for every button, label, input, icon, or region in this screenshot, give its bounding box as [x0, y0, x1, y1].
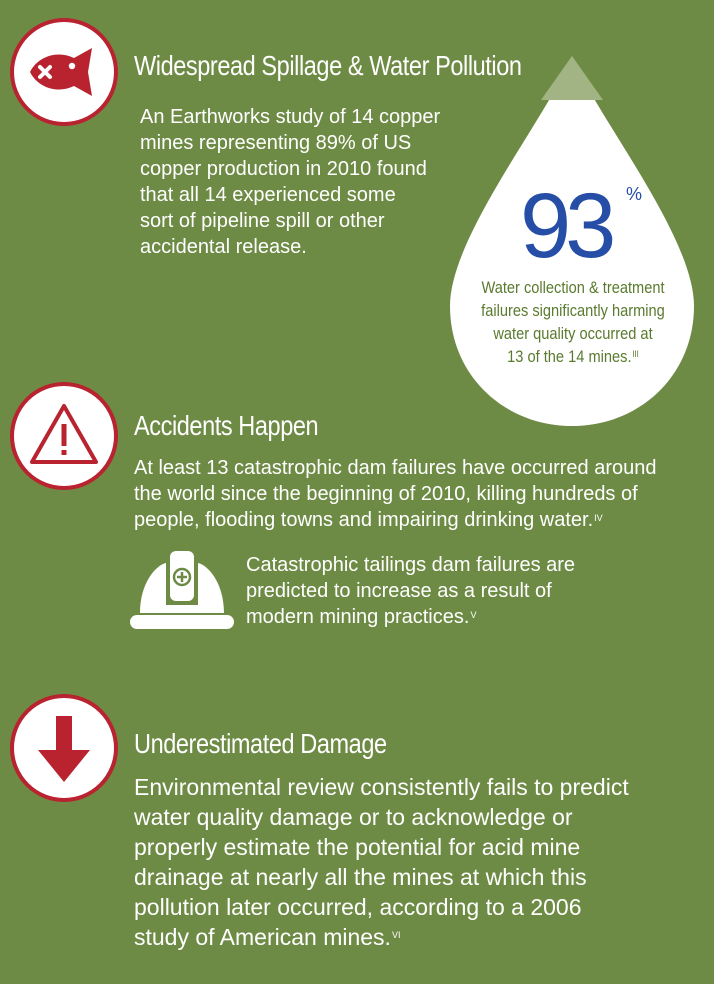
damage-icon-badge — [10, 694, 118, 802]
accidents-sub-body: Catastrophic tailings dam failures are predicted to increase as a result of modern mining practices.$^V$ — [246, 554, 576, 628]
fish-x-icon — [14, 22, 114, 122]
damage-body: Environmental review consistently fails to predict water quality damage or to acknowledge or properly estimate the potential for acid mine drainage at nearly all the mines at which this pollution later occurred, according to a 2006 study of American mines.$^{VI}$ — [134, 774, 629, 950]
spillage-body: An Earthworks study of 14 copper mines representing 89% of US copper production in 2010 found that all 14 experienced some sort of pipeline spill or other accidental release. — [140, 106, 441, 258]
stat-value: 93 — [520, 175, 611, 277]
warning-triangle-icon — [14, 386, 114, 486]
accidents-sub-footnote: V — [470, 610, 477, 620]
spillage-icon-badge — [10, 18, 118, 126]
stat-description: Water collection & treatment failures significantly harming water quality occurred at 13 of the 14 mines.$^{III}$ — [481, 278, 665, 366]
damage-title: Underestimated Damage — [134, 728, 387, 759]
accidents-footnote: IV — [594, 513, 603, 523]
accidents-icon-badge — [10, 382, 118, 490]
stat-footnote: III — [632, 349, 639, 359]
spillage-title: Widespread Spillage & Water Pollution — [134, 50, 522, 81]
hard-hat-icon — [126, 543, 238, 635]
down-arrow-icon — [14, 698, 114, 798]
stat-unit: % — [626, 184, 643, 204]
accidents-body: At least 13 catastrophic dam failures have occurred around the world since the beginning of 2010, killing hundreds of people, flooding towns and impairing drinking water.$^{IV}$ — [134, 457, 657, 531]
damage-footnote: VI — [391, 930, 401, 940]
accidents-title: Accidents Happen — [134, 410, 319, 441]
